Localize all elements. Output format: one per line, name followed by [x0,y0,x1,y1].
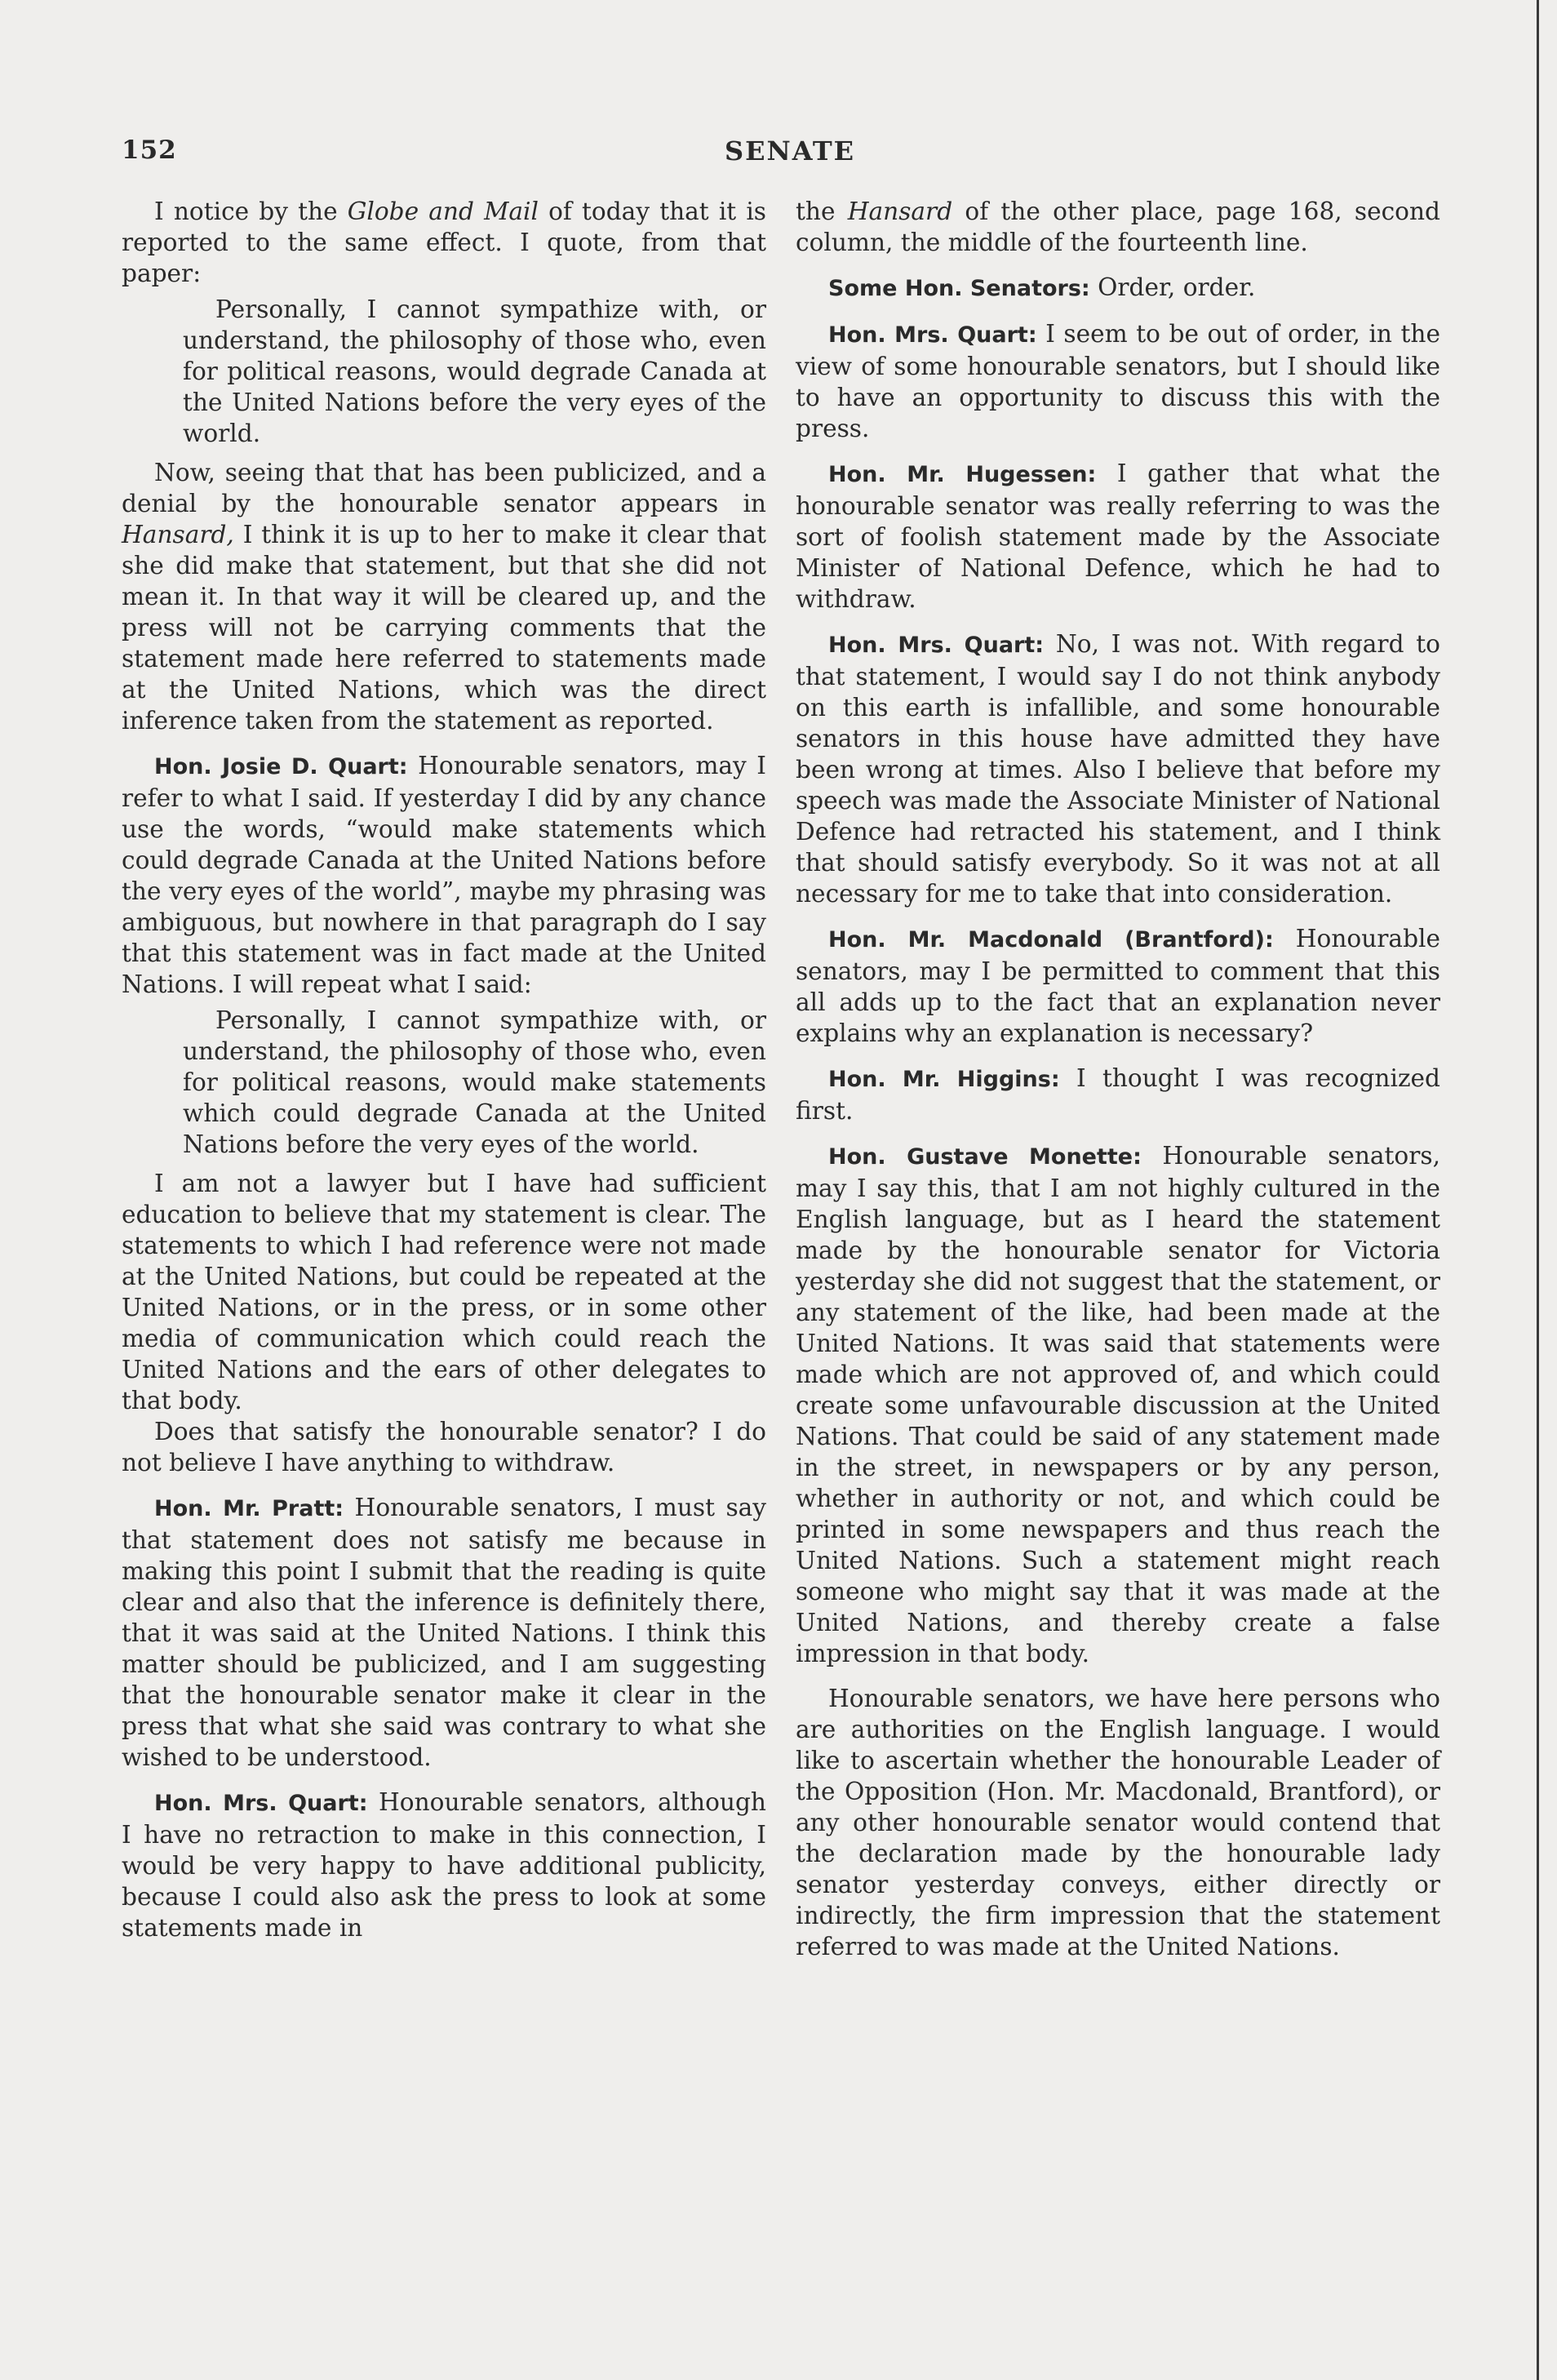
speaker-name: Hon. Mrs. Quart: [828,322,1037,348]
paragraph: Honourable senators, we have here persons who are authorities on the English language. I would like to ascertain whether the honourable Leader of the Opposition (Hon. Mr. Macdonald, Brantford), or any other honourable senator would contend that the declaration made by the honourable lady senator yesterday conveys, either directly or indirectly, the firm impression that the statement referred to was made at the United Nations. [796,1685,1440,1960]
running-head: SENATE [724,135,856,167]
speaker-name: Some Hon. Senators: [828,276,1090,301]
text-run: the [796,198,848,225]
paragraph: Does that satisfy the honourable senator? I do not believe I have anything to withdraw. [122,1418,766,1476]
text-run: of the other place, page 168, second column, the middle of the fourteenth line. [796,198,1441,256]
block-quote [183,294,766,449]
speaker-name: Hon. Mrs. Quart: [154,1791,368,1816]
speech-text: I seem to be out of order, in the view of some honourable senators, but I should like to have an opportunity to discuss this with the press. [796,320,1440,442]
speech [796,272,1440,304]
text-run: I notice by the [154,198,348,225]
paragraph: I am not a lawyer but I have had sufficient education to believe that my statement is clear. The statements to which I had reference were not made at the United Nations, but could be repeated at the United Nations, or in the press, or in some other media of communication which could reach the United Nations and the ears of other delegates to that body. [122,1170,766,1414]
speech-text: Honourable senators, may I be permitted to comment that this all adds up to the fact that an explanation never explains why an explanation is necessary? [796,925,1440,1047]
speech [122,1492,766,1773]
speech-text: Order, order. [1089,273,1256,301]
right-column [796,196,1440,1962]
speaker-name: Hon. Mr. Pratt: [154,1496,344,1521]
italic-title: Hansard, [122,521,234,548]
speech-text: I gather that what the honourable senator was really referring to was the sort of foolish statement made by the Associate Minister of National Defence, which he had to withdraw. [796,460,1440,613]
speaker-name: Hon. Gustave Monette: [828,1144,1142,1170]
paragraph [796,196,1440,258]
text-run: Now, seeing that that has been publicized, and a denial by the honourable senator appears in [122,459,766,517]
speech-text: Honourable senators, may I refer to what I said. If yesterday I did by any chance use the words, “would make statements which could degrade Canada at the United Nations before the very eyes of the world”, maybe my phrasing was ambiguous, but nowhere in that paragraph do I say that this statement was in fact made at the United Nations. I will repeat what I said: [122,752,766,998]
paragraph [122,196,766,289]
speech [796,1140,1440,1669]
speech-text: Honourable senators, although I have no retraction to make in this connection, I would be very happy to have additional publicity, because I could also ask the press to look at some statements made in [122,1788,766,1942]
speech-text: Honourable senators, may I say this, that I am not highly cultured in the English language, but as I heard the statement made by the honourable senator for Victoria yesterday she did not suggest that the statement, or any statement of the like, had been made at the United Nations. It was said that statements were made which are not approved of, and which could create some unfavourable discussion at the United Nations. That could be said of any statement made in the street, in newspapers or by any person, whether in authority or not, and which could be printed in some newspapers and thus reach the United Nations. Such a statement might reach someone who might say that it was made at the United Nations, and thereby create a false impression in that body. [796,1142,1440,1667]
text-run: of today that it is reported to the same effect. I quote, from that paper: [122,198,766,287]
speech [796,628,1440,909]
paragraph [122,457,766,736]
speaker-name: Hon. Mr. Hugessen: [828,462,1097,487]
speech [796,318,1440,444]
speech [122,750,766,1000]
text-run: I think it is up to her to make it clear that she did make that statement, but that she did not mean it. In that way it will be cleared up, and the press will not be carrying comments that the statement made here referred to statements made at the United Nations, which was the direct inference taken from the statement as reported. [122,521,766,735]
block-quote [183,1005,766,1160]
speech [796,458,1440,615]
quote-text: Personally, I cannot sympathize with, or understand, the philosophy of those who, even for political reasons, would degrade Canada at the United Nations before the very eyes of the world. [183,295,766,447]
page-edge-line [1537,0,1539,2380]
speech [796,923,1440,1049]
speaker-name: Hon. Mr. Higgins: [828,1067,1060,1092]
page-header [122,135,1458,171]
speaker-name: Hon. Josie D. Quart: [154,754,408,779]
speech-text: I thought I was recognized first. [796,1064,1440,1125]
italic-title: Hansard [847,198,953,225]
italic-title: Globe and Mail [347,198,539,225]
speech-text: Honourable senators, I must say that statement does not satisfy me because in making this point I submit that the reading is quite clear and also that the inference is definitely there, that it was said at the United Nations. I think this matter should be publicized, and I am suggesting that the honourable senator make it clear in the press that what she said was contrary to what she wished to be understood. [122,1494,766,1771]
speech [796,1063,1440,1126]
page-number: 152 [122,135,177,165]
speech [122,1787,766,1943]
speech-text: No, I was not. With regard to that statement, I would say I do not think anybody on this earth is infallible, and some honourable senators in this house have admitted they have been wrong at times. Also I believe that before my speech was made the Associate Minister of National Defence had retracted his statement, and I think that should satisfy everybody. So it was not at all necessary for me to take that into consideration. [796,630,1441,908]
speaker-name: Hon. Mrs. Quart: [828,633,1045,658]
left-column [122,196,766,1943]
speaker-name: Hon. Mr. Macdonald (Brantford): [828,927,1274,952]
quote-text: Personally, I cannot sympathize with, or understand, the philosophy of those who, even for political reasons, would make statements which could degrade Canada at the United Nations before the very eyes of the world. [183,1006,766,1158]
